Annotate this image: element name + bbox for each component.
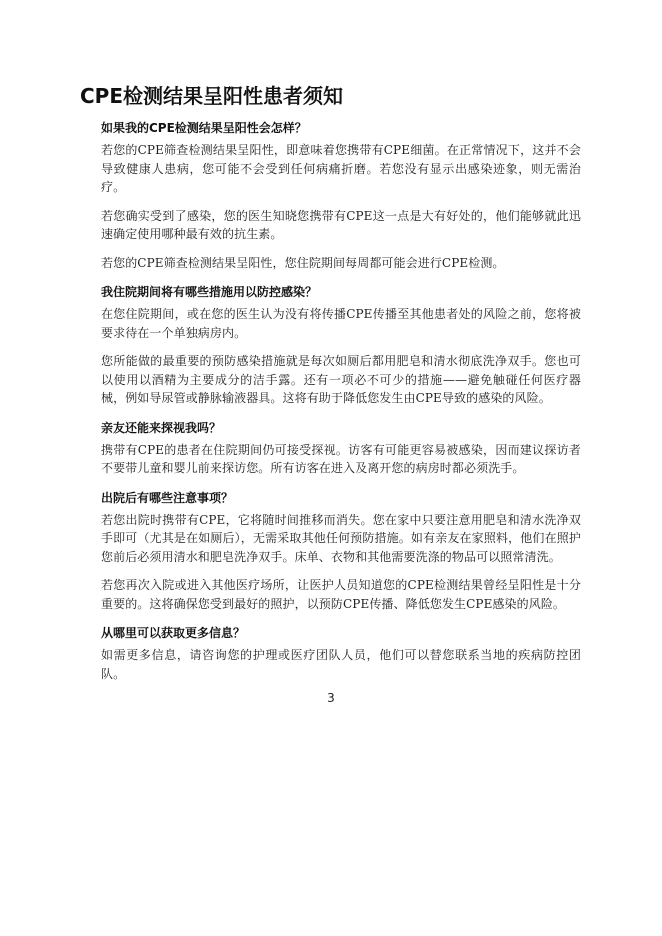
document-body [101, 118, 581, 693]
section-positive-result [101, 118, 581, 272]
section-heading: 亲友还能来探视我吗？ [101, 420, 222, 435]
section-heading: 从哪里可以获取更多信息？ [101, 626, 246, 640]
paragraph: 若您再次入院或进入其他医疗场所，让医护人员知道您的CPE检测结果曾经呈阳性是十分重要的。这将确保您受到最好的照护，以预防CPE传播、降低您发生CPE感染的风险。 [101, 578, 581, 611]
section-after-discharge [101, 488, 581, 614]
paragraph: 若您确实受到了感染，您的医生知晓您携带有CPE这一点是大有好处的，他们能够就此迅速确定使用哪种最有效的抗生素。 [101, 208, 581, 241]
paragraph: 若您的CPE筛查检测结果呈阳性，您住院期间每周都可能会进行CPE检测。 [101, 255, 505, 270]
section-heading: 如果我的CPE检测结果呈阳性会怎样？ [101, 121, 307, 135]
section-more-information [101, 623, 581, 683]
section-heading: 我住院期间将有哪些措施用以防控感染？ [101, 285, 318, 299]
section-infection-control [101, 282, 581, 408]
paragraph: 在您住院期间，或在您的医生认为没有将传播CPE传播至其他患者处的风险之前，您将被要求待在一个单独病房内。 [101, 307, 581, 340]
section-visitors [101, 418, 581, 478]
document-title: CPE检测结果呈阳性患者须知 [80, 84, 343, 108]
paragraph: 若您的CPE筛查检测结果呈阳性，即意味着您携带有CPE细菌。在正常情况下，这并不会导致健康人患病，您可能不会受到任何病痛折磨。若您没有显示出感染迹象，则无需治疗。 [101, 143, 581, 194]
page-number: 3 [327, 691, 335, 705]
paragraph: 若您出院时携带有CPE，它将随时间推移而消失。您在家中只要注意用肥皂和清水洗净双手即可（尤其是在如厕后），无需采取其他任何预防措施。如有亲友在家照料，他们在照护您前后必须用清水和肥皂洗净双手。床单、衣物和其他需要洗涤的物品可以照常清洗。 [101, 512, 581, 564]
paragraph: 携带有CPE的患者在住院期间仍可接受探视。访客有可能更容易被感染，因而建议探访者不要带儿童和婴儿前来探访您。所有访客在进入及离开您的病房时都必须洗手。 [101, 442, 581, 475]
paragraph: 您所能做的最重要的预防感染措施就是每次如厕后都用肥皂和清水彻底洗净双手。您也可以使用以酒精为主要成分的洁手露。还有一项必不可少的措施——避免触碰任何医疗器械，例如导尿管或静脉输液器具。这将有助于降低您发生由CPE导致的感染的风险。 [101, 354, 581, 405]
paragraph: 如需更多信息，请咨询您的护理或医疗团队人员，他们可以替您联系当地的疾病防控团队。 [101, 648, 581, 681]
section-heading: 出院后有哪些注意事项？ [101, 490, 234, 505]
